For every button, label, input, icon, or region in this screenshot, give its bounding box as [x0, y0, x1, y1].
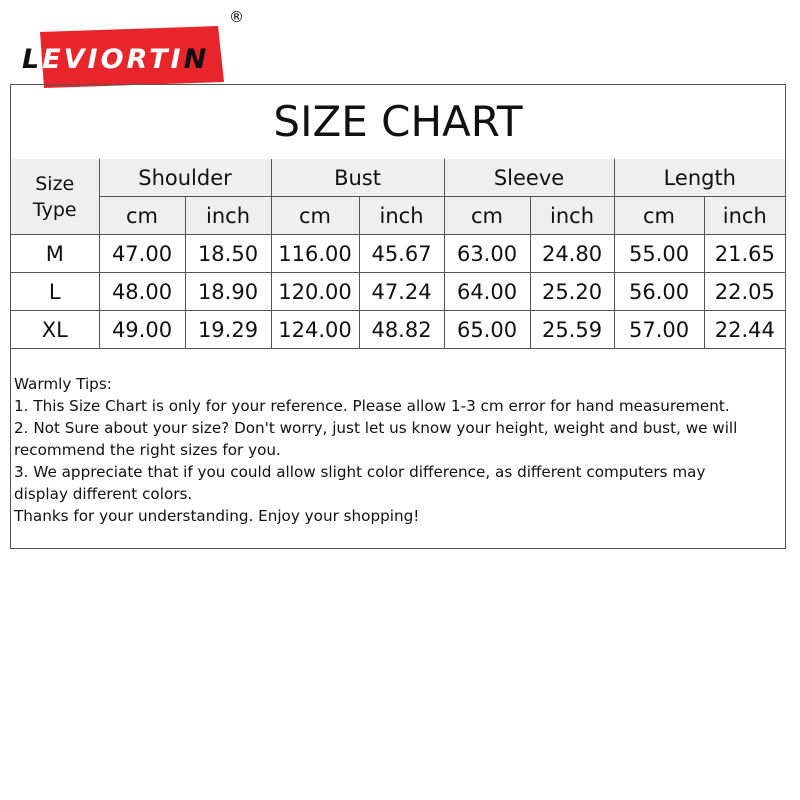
unit-header: cm — [614, 197, 704, 235]
table-cell: 47.00 — [99, 235, 185, 273]
tip-line: 1. This Size Chart is only for your reference. Please allow 1-3 cm error for hand measurement. — [14, 397, 730, 415]
table-row — [11, 273, 785, 311]
table-cell: 116.00 — [271, 235, 359, 273]
size-type-header: Size Type — [11, 159, 99, 235]
unit-header: inch — [185, 197, 271, 235]
table-cell: 57.00 — [614, 311, 704, 349]
registered-mark: ® — [229, 8, 244, 26]
size-label: L — [11, 273, 99, 311]
table-cell: 63.00 — [444, 235, 530, 273]
size-table — [11, 159, 785, 349]
logo-text: LEVIORTIN — [22, 44, 210, 75]
table-cell: 64.00 — [444, 273, 530, 311]
table-cell: 25.59 — [530, 311, 614, 349]
tip-line: 2. Not Sure about your size? Don't worry, just let us know your height, weight and bust, we will — [14, 419, 738, 437]
page-title: SIZE CHART — [11, 85, 785, 160]
size-label: XL — [11, 311, 99, 349]
unit-header: inch — [359, 197, 444, 235]
tip-line: display different colors. — [14, 485, 193, 503]
table-cell: 48.82 — [359, 311, 444, 349]
header-sleeve: Sleeve — [444, 159, 614, 197]
tip-line: Thanks for your understanding. Enjoy your shopping! — [14, 507, 420, 525]
unit-header: cm — [444, 197, 530, 235]
size-label: M — [11, 235, 99, 273]
header-bust: Bust — [271, 159, 444, 197]
table-cell: 25.20 — [530, 273, 614, 311]
table-row — [11, 235, 785, 273]
unit-header: cm — [99, 197, 185, 235]
table-cell: 21.65 — [704, 235, 785, 273]
unit-header: inch — [704, 197, 785, 235]
header-length: Length — [614, 159, 785, 197]
unit-header: cm — [271, 197, 359, 235]
brand-logo — [10, 8, 250, 88]
table-cell: 65.00 — [444, 311, 530, 349]
tips-heading: Warmly Tips: — [14, 375, 112, 393]
table-cell: 124.00 — [271, 311, 359, 349]
table-cell: 49.00 — [99, 311, 185, 349]
table-cell: 47.24 — [359, 273, 444, 311]
table-cell: 56.00 — [614, 273, 704, 311]
table-cell: 55.00 — [614, 235, 704, 273]
table-cell: 24.80 — [530, 235, 614, 273]
tip-line: 3. We appreciate that if you could allow slight color difference, as different computers may — [14, 463, 706, 481]
table-cell: 45.67 — [359, 235, 444, 273]
table-cell: 18.50 — [185, 235, 271, 273]
size-chart-frame — [10, 84, 786, 549]
table-cell: 18.90 — [185, 273, 271, 311]
tips-section — [14, 373, 784, 527]
table-cell: 48.00 — [99, 273, 185, 311]
table-cell: 22.44 — [704, 311, 785, 349]
table-cell: 120.00 — [271, 273, 359, 311]
tip-line: recommend the right sizes for you. — [14, 441, 281, 459]
table-row — [11, 311, 785, 349]
table-cell: 22.05 — [704, 273, 785, 311]
unit-header: inch — [530, 197, 614, 235]
header-shoulder: Shoulder — [99, 159, 271, 197]
table-cell: 19.29 — [185, 311, 271, 349]
